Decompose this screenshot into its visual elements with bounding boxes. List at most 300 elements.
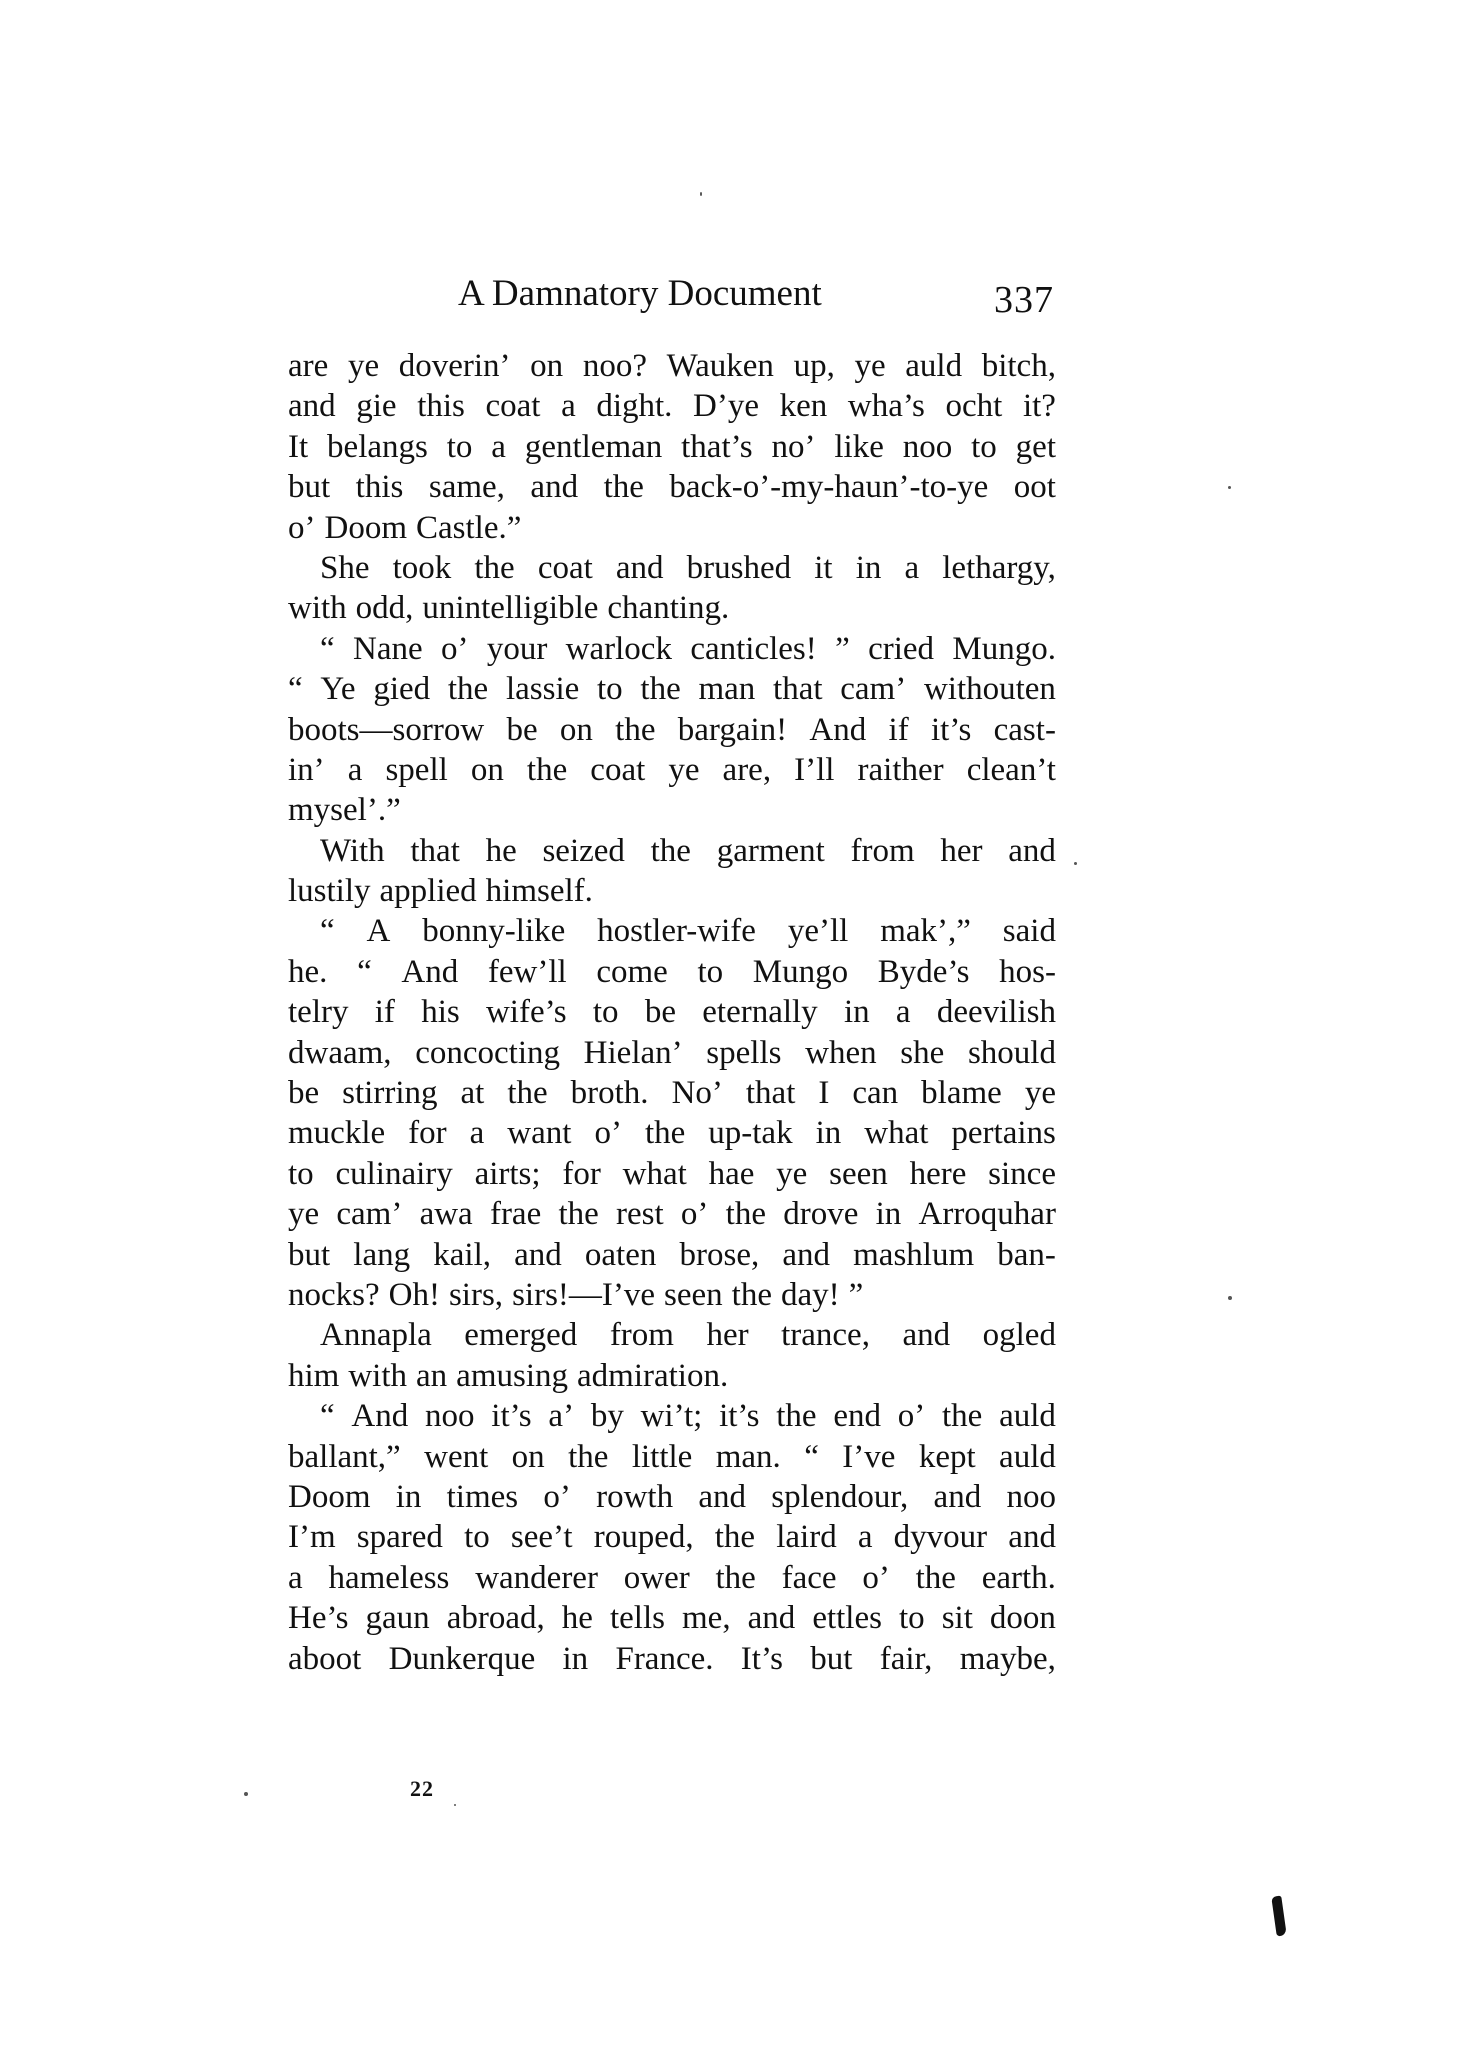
scan-speck	[1074, 862, 1077, 865]
text-line	[288, 1477, 1056, 1517]
text-line	[288, 1517, 1056, 1557]
word: to	[597, 671, 623, 708]
word: be	[288, 1075, 320, 1112]
word: your	[486, 630, 548, 667]
word: cast-	[993, 711, 1056, 748]
word: want	[507, 1115, 572, 1152]
word: what	[622, 1155, 687, 1192]
word: the	[942, 1398, 983, 1435]
word: telry	[288, 994, 349, 1031]
word: the	[526, 751, 568, 788]
word: No’	[671, 1075, 723, 1112]
word: gied	[373, 671, 431, 708]
word: clean’t	[966, 751, 1056, 788]
text-line	[288, 548, 1056, 588]
word: emerged	[464, 1317, 578, 1354]
word: wha’s	[847, 388, 925, 425]
word: in	[815, 1115, 842, 1152]
word: seen	[829, 1155, 888, 1192]
text-line	[288, 831, 1056, 871]
word: She	[320, 549, 370, 586]
word: doverin’	[398, 348, 511, 384]
text-line	[288, 871, 1056, 911]
word: sit	[941, 1600, 973, 1637]
word: hos-	[999, 953, 1056, 990]
word: admiration.	[577, 1357, 729, 1394]
word: muckle	[288, 1115, 386, 1152]
word: canticles!	[690, 630, 817, 667]
word: ye	[776, 1155, 808, 1192]
word: ye	[347, 348, 380, 384]
word: coat	[537, 549, 593, 586]
word: ”	[835, 630, 850, 667]
word: in	[875, 1196, 902, 1233]
word: hameless	[328, 1559, 450, 1596]
word: coat	[485, 388, 541, 425]
scan-speck	[700, 192, 702, 196]
word: for	[562, 1155, 601, 1192]
word: he.	[288, 953, 328, 990]
word: with	[288, 590, 347, 627]
word: himself.	[485, 873, 593, 910]
word: eternally	[702, 994, 818, 1031]
word: in	[562, 1640, 589, 1677]
word: little	[631, 1438, 693, 1475]
word: And	[809, 711, 867, 748]
word: aboot	[288, 1640, 362, 1677]
word: same,	[428, 469, 505, 506]
word: face	[781, 1559, 837, 1596]
word: in	[395, 1478, 422, 1515]
word: said	[1002, 913, 1056, 950]
word: but	[288, 1236, 331, 1273]
word: that	[745, 1075, 796, 1112]
word: blame	[921, 1075, 1002, 1112]
word: the	[731, 1276, 772, 1313]
word: and	[514, 1236, 562, 1273]
word: man.	[715, 1438, 781, 1475]
word: took	[392, 549, 452, 586]
word: auld	[999, 1438, 1056, 1475]
word: with	[348, 1357, 408, 1394]
text-line	[288, 1073, 1056, 1113]
word: trance,	[781, 1317, 870, 1354]
word: o’	[594, 1115, 622, 1152]
word: ettles	[812, 1600, 882, 1637]
scan-speck	[244, 1792, 248, 1796]
word: to	[288, 1155, 314, 1192]
word: auld	[999, 1398, 1056, 1435]
word: a	[491, 428, 506, 465]
word: gaun	[365, 1600, 430, 1637]
word: mak’,”	[880, 913, 971, 950]
word: but	[288, 469, 331, 506]
word: Mungo.	[952, 630, 1056, 667]
word: at	[460, 1075, 485, 1112]
word: frae	[489, 1196, 542, 1233]
word: a	[469, 1115, 485, 1152]
text-line	[288, 1598, 1056, 1638]
word: the	[650, 832, 691, 869]
word: the	[558, 1196, 599, 1233]
word: “	[288, 671, 303, 708]
text-line	[288, 386, 1056, 426]
signature-mark: 22	[410, 1776, 434, 1801]
word: like	[834, 428, 884, 465]
word: man	[698, 671, 756, 708]
word: o’	[862, 1559, 890, 1596]
word: I’ve	[842, 1438, 896, 1475]
word: Dunkerque	[388, 1640, 536, 1677]
word: are,	[722, 751, 772, 788]
word: hostler-wife	[597, 913, 756, 950]
word: I’ll	[794, 751, 835, 788]
word: a	[561, 388, 576, 425]
word: drove	[783, 1196, 859, 1233]
word: rouped,	[593, 1519, 694, 1556]
word: end	[833, 1398, 881, 1435]
word: o’	[440, 630, 469, 667]
word: times	[446, 1478, 519, 1515]
word: a	[904, 549, 920, 586]
word: from	[609, 1317, 674, 1354]
word: the	[474, 549, 515, 586]
word: to	[464, 1519, 490, 1556]
word: oot	[1013, 469, 1056, 506]
word: ogled	[982, 1317, 1056, 1354]
word: “	[320, 1398, 335, 1435]
word: spared	[356, 1519, 443, 1556]
word: Oh!	[388, 1276, 440, 1313]
word: ballant,”	[288, 1438, 401, 1475]
word: It’s	[740, 1640, 783, 1677]
word: hae	[708, 1155, 755, 1192]
word: for	[408, 1115, 447, 1152]
word: ower	[623, 1559, 690, 1596]
word: France.	[615, 1640, 714, 1677]
word: and	[747, 1600, 796, 1637]
word: Ye	[320, 671, 356, 708]
word: ban-	[997, 1236, 1056, 1273]
word: warlock	[565, 630, 672, 667]
word: seen	[664, 1276, 723, 1313]
text-line	[288, 1275, 1056, 1315]
text-line	[288, 1396, 1056, 1436]
word: awa	[419, 1196, 473, 1233]
word: tells	[609, 1600, 665, 1637]
word: noo	[1006, 1478, 1056, 1515]
word: no’	[771, 428, 816, 465]
word: maybe,	[959, 1640, 1056, 1677]
word: abroad,	[446, 1600, 545, 1637]
word: dwaam,	[288, 1034, 392, 1071]
word: and	[698, 1478, 746, 1515]
word: but	[810, 1640, 853, 1677]
word: get	[1015, 428, 1056, 465]
word: “	[320, 913, 335, 950]
word: gentleman	[524, 428, 663, 465]
word: wi’t;	[640, 1398, 703, 1435]
word: few’ll	[487, 953, 567, 990]
word: lang	[353, 1236, 411, 1273]
page-number: 337	[994, 279, 1054, 321]
word: o’	[897, 1398, 926, 1435]
word: Annapla	[320, 1317, 432, 1354]
word: to	[446, 428, 473, 465]
word: the	[615, 711, 656, 748]
word: a	[288, 1559, 303, 1596]
word: on	[559, 711, 593, 748]
word: mysel’.”	[288, 792, 401, 829]
word: to	[697, 953, 724, 990]
word: rowth	[596, 1478, 674, 1515]
text-line	[288, 1558, 1056, 1598]
word: airts;	[474, 1155, 541, 1192]
word: lethargy,	[942, 549, 1056, 586]
word: in	[843, 994, 870, 1031]
word: Doom	[324, 509, 407, 546]
word: lassie	[505, 671, 580, 708]
word: in’	[288, 751, 325, 788]
text-line	[288, 346, 1056, 386]
word: I’m	[288, 1519, 336, 1556]
word: should	[967, 1034, 1056, 1071]
text-line	[288, 992, 1056, 1032]
word: A	[366, 913, 391, 950]
word: kept	[918, 1438, 976, 1475]
word: Arroquhar	[918, 1196, 1056, 1233]
word: seized	[542, 832, 625, 869]
word: wanderer	[475, 1559, 598, 1596]
scan-speck	[1228, 1296, 1232, 1300]
word: I	[818, 1075, 830, 1112]
word: it	[814, 549, 833, 586]
word: nocks?	[288, 1276, 380, 1313]
word: that	[773, 671, 823, 708]
word: to	[899, 1600, 925, 1637]
word: and	[1008, 1519, 1056, 1556]
word: pertains	[951, 1115, 1056, 1152]
word: and	[615, 549, 664, 586]
word: this	[417, 388, 465, 425]
word: up,	[793, 348, 835, 384]
word: D’ye	[693, 388, 760, 425]
text-line	[288, 1033, 1056, 1073]
word: if	[888, 711, 909, 748]
word: chanting.	[607, 590, 730, 627]
text-line	[288, 790, 1056, 830]
word: to	[971, 428, 997, 465]
word: the	[725, 1196, 766, 1233]
word: belangs	[327, 428, 428, 465]
word: o’	[288, 509, 316, 546]
word: Doom	[288, 1478, 371, 1515]
scan-speck	[454, 1804, 456, 1806]
word: ye	[668, 751, 700, 788]
word: unintelligible	[422, 590, 599, 627]
word: the	[915, 1559, 956, 1596]
word: fair,	[879, 1640, 933, 1677]
word: ken	[779, 388, 828, 425]
word: doon	[989, 1600, 1056, 1637]
word: see’t	[510, 1519, 573, 1556]
word: went	[424, 1438, 489, 1475]
word: come	[596, 953, 668, 990]
word: lustily	[288, 873, 371, 910]
word: bitch,	[981, 348, 1056, 384]
word: ye	[854, 348, 886, 384]
word: culinairy	[335, 1155, 453, 1192]
word: what	[864, 1115, 929, 1152]
word: to	[592, 994, 619, 1031]
text-line	[288, 1113, 1056, 1153]
word: applied	[379, 873, 477, 910]
word: that	[410, 832, 460, 869]
word: a	[857, 1519, 873, 1556]
word: o’	[680, 1196, 709, 1233]
word: an	[416, 1357, 448, 1394]
word: her	[940, 832, 983, 869]
word: it’s	[491, 1398, 532, 1435]
text-line	[288, 1356, 1056, 1396]
word: ye	[1024, 1075, 1056, 1112]
word: here	[909, 1155, 967, 1192]
word: splendour,	[771, 1478, 909, 1515]
word: cried	[868, 630, 935, 667]
word: that’s	[681, 428, 753, 465]
text-line	[288, 710, 1056, 750]
word: oaten	[584, 1236, 657, 1273]
word: he	[485, 832, 517, 869]
word: bargain!	[677, 711, 788, 748]
word: garment	[716, 832, 825, 869]
word: on	[511, 1438, 545, 1475]
word: Hielan’	[583, 1034, 683, 1071]
word: the	[644, 1115, 686, 1152]
word: it?	[1022, 388, 1056, 425]
word: day!	[781, 1276, 840, 1313]
word: earth.	[981, 1559, 1056, 1596]
word: cam’	[336, 1196, 403, 1233]
word: on	[470, 751, 504, 788]
word: she	[900, 1034, 945, 1071]
word: ye	[288, 1196, 320, 1233]
word: kail,	[433, 1236, 491, 1273]
word: And	[351, 1398, 409, 1435]
word: it’s	[931, 711, 972, 748]
word: him	[288, 1357, 340, 1394]
page-header	[288, 270, 1068, 330]
word: back-o’-my-haun’-to-ye	[669, 469, 989, 506]
word: a’	[548, 1398, 575, 1435]
running-title: A Damnatory Document	[458, 273, 822, 314]
word: the	[568, 1438, 609, 1475]
text-line	[288, 1639, 1056, 1679]
word: dyvour	[893, 1519, 988, 1556]
word: since	[988, 1155, 1056, 1192]
word: be	[506, 711, 538, 748]
word: deevilish	[936, 994, 1056, 1031]
text-line	[288, 952, 1056, 992]
word: and	[530, 469, 579, 506]
word: With	[320, 832, 385, 869]
word: if	[374, 994, 395, 1031]
word: broth.	[570, 1075, 649, 1112]
text-line	[288, 1437, 1056, 1477]
word: he	[561, 1600, 593, 1637]
text-line	[288, 629, 1056, 669]
word: me,	[682, 1600, 731, 1637]
text-line	[288, 588, 1056, 628]
word: odd,	[355, 590, 414, 627]
word: sirs!—I’ve	[512, 1276, 656, 1313]
text-line	[288, 911, 1056, 951]
text-line	[288, 508, 1056, 548]
word: concocting	[415, 1034, 560, 1071]
text-line	[288, 1235, 1056, 1275]
word: her	[706, 1317, 749, 1354]
scan-edge-mark	[1271, 1895, 1286, 1936]
word: a	[895, 994, 911, 1031]
word: when	[805, 1034, 877, 1071]
word: He’s	[288, 1600, 349, 1637]
word: “	[357, 953, 372, 990]
word: the	[507, 1075, 548, 1112]
word: sirs,	[448, 1276, 504, 1313]
word: and	[288, 388, 336, 425]
word: wife’s	[485, 994, 567, 1031]
word: ”	[848, 1276, 864, 1313]
text-line	[288, 467, 1056, 507]
word: noo	[425, 1398, 475, 1435]
word: dight.	[596, 388, 673, 425]
text-line	[288, 1154, 1056, 1194]
word: Wauken	[666, 348, 774, 384]
word: Byde’s	[877, 953, 970, 990]
word: and	[782, 1236, 830, 1273]
word: it’s	[719, 1398, 760, 1435]
word: coat	[590, 751, 646, 788]
word: noo	[902, 428, 953, 465]
word: spell	[385, 751, 448, 788]
word: And	[401, 953, 459, 990]
word: from	[850, 832, 915, 869]
word: up-tak	[708, 1115, 793, 1152]
word: and	[1008, 832, 1056, 869]
word: o’	[543, 1478, 571, 1515]
word: the	[714, 1519, 756, 1556]
word: can	[852, 1075, 899, 1112]
word: laird	[776, 1519, 837, 1556]
word: It	[288, 428, 309, 465]
word: Castle.”	[416, 509, 522, 546]
word: are	[288, 348, 329, 384]
word: mashlum	[853, 1236, 975, 1273]
text-line	[288, 1315, 1056, 1355]
word: his	[421, 994, 460, 1031]
word: Nane	[353, 630, 423, 667]
word: noo?	[582, 348, 647, 384]
word: brose,	[679, 1236, 760, 1273]
word: brushed	[686, 549, 792, 586]
word: gie	[356, 388, 397, 425]
word: the	[447, 671, 489, 708]
text-line	[288, 750, 1056, 790]
word: ye’ll	[787, 913, 849, 950]
word: the	[640, 671, 681, 708]
text-line	[288, 1194, 1056, 1234]
word: raither	[857, 751, 944, 788]
